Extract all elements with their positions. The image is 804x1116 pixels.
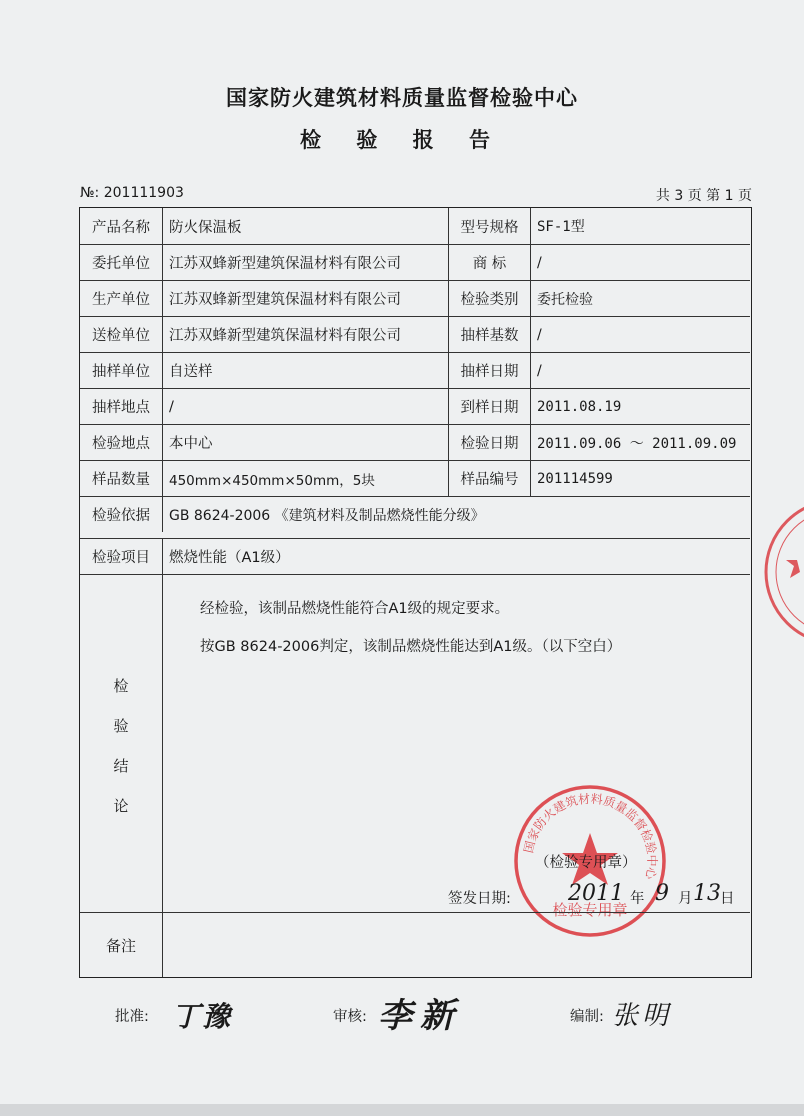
report-number: №: 201111903	[80, 185, 184, 201]
row-value: 450mm×450mm×50mm，5块	[162, 461, 448, 496]
row-value-2: 201114599	[530, 461, 750, 496]
item-row	[80, 538, 750, 574]
page-count: 共 3 页 第 1 页	[655, 188, 752, 204]
day-char: 日	[720, 891, 735, 907]
info-row	[80, 424, 750, 460]
remarks-label: 备注	[105, 937, 136, 955]
row-label-2: 型号规格	[448, 208, 530, 244]
row-value-2: 2011.09.06 ～ 2011.09.09	[530, 425, 750, 460]
remarks-divider	[162, 913, 163, 977]
info-row	[80, 316, 750, 352]
row-value-2: 委托检验	[530, 281, 750, 316]
row-label: 样品数量	[92, 472, 150, 488]
row-value-2: /	[530, 353, 750, 388]
row-value-2: /	[530, 245, 750, 280]
row-label: 委托单位	[92, 256, 150, 272]
info-row	[80, 280, 750, 316]
info-row	[80, 208, 750, 244]
row-label-2: 检验类别	[448, 281, 530, 316]
row-label: 产品名称	[92, 219, 150, 236]
row-value: 江苏双蜂新型建筑保温材料有限公司	[162, 317, 448, 352]
seal-label: （检验专用章）	[535, 855, 637, 871]
basis-label: 检验依据	[92, 508, 150, 524]
row-label-2: 抽样日期	[448, 353, 530, 388]
month-char: 月	[678, 891, 693, 907]
row-label-2: 检验日期	[448, 425, 530, 460]
conclusion-label-char-3: 结	[113, 757, 129, 775]
institution-name: 国家防火建筑材料质量监督检验中心	[226, 86, 578, 110]
conclusion-label-char-4: 论	[113, 797, 129, 815]
compile-signature: 张明	[612, 1001, 673, 1031]
sign-date-label: 签发日期:	[448, 891, 511, 907]
report-title: 检 验 报 告	[300, 128, 504, 152]
row-value: 江苏双蜂新型建筑保温材料有限公司	[162, 281, 448, 316]
item-value: 燃烧性能（A1级）	[162, 539, 750, 574]
remarks-row	[80, 912, 750, 976]
conclusion-label-char-2: 验	[113, 717, 129, 735]
review-label: 审核:	[333, 1009, 367, 1025]
conclusion-block	[80, 574, 750, 919]
compile-label: 编制:	[570, 1009, 604, 1025]
year-char: 年	[630, 891, 645, 907]
info-row	[80, 460, 750, 496]
basis-row	[80, 496, 750, 532]
row-label: 抽样地点	[92, 400, 150, 416]
item-label: 检验项目	[92, 550, 150, 566]
review-signature: 李新	[378, 996, 462, 1036]
sign-month: 9	[655, 881, 669, 906]
row-label-2: 商 标	[448, 245, 530, 280]
row-label-2: 抽样基数	[448, 317, 530, 352]
stamp-ring-text: 国家防火建筑材料质量监督检验中心	[521, 791, 660, 881]
info-row	[80, 244, 750, 280]
report-table	[79, 207, 752, 978]
conclusion-line-2: 按GB 8624-2006判定，该制品燃烧性能达到A1级。（以下空白）	[200, 639, 622, 655]
conclusion-label-char-1: 检	[113, 677, 129, 695]
row-label-2: 到样日期	[448, 389, 530, 424]
row-value: 防火保温板	[162, 208, 448, 244]
row-value: /	[162, 389, 448, 424]
row-value: 本中心	[162, 425, 448, 460]
row-label: 送检单位	[92, 328, 150, 344]
sign-year: 2011	[568, 881, 624, 906]
approve-label: 批准:	[115, 1009, 149, 1025]
row-label-2: 样品编号	[448, 461, 530, 496]
stamp-bottom-text: 检验专用章	[552, 901, 628, 919]
info-row	[80, 388, 750, 424]
row-label: 抽样单位	[92, 364, 150, 380]
approve-signature: 丁豫	[172, 1000, 233, 1033]
row-value: 江苏双蜂新型建筑保温材料有限公司	[162, 245, 448, 280]
row-value-2: /	[530, 317, 750, 352]
info-row	[80, 352, 750, 388]
conclusion-line-1: 经检验，该制品燃烧性能符合A1级的规定要求。	[200, 601, 510, 617]
row-value-2: SF-1型	[530, 208, 750, 244]
row-value: 自送样	[162, 353, 448, 388]
row-label: 检验地点	[92, 436, 150, 452]
conclusion-divider	[162, 575, 163, 913]
row-value-2: 2011.08.19	[530, 389, 750, 424]
sign-day: 13	[693, 881, 721, 906]
basis-value: GB 8624-2006 《建筑材料及制品燃烧性能分级》	[162, 497, 750, 532]
row-label: 生产单位	[92, 292, 150, 308]
